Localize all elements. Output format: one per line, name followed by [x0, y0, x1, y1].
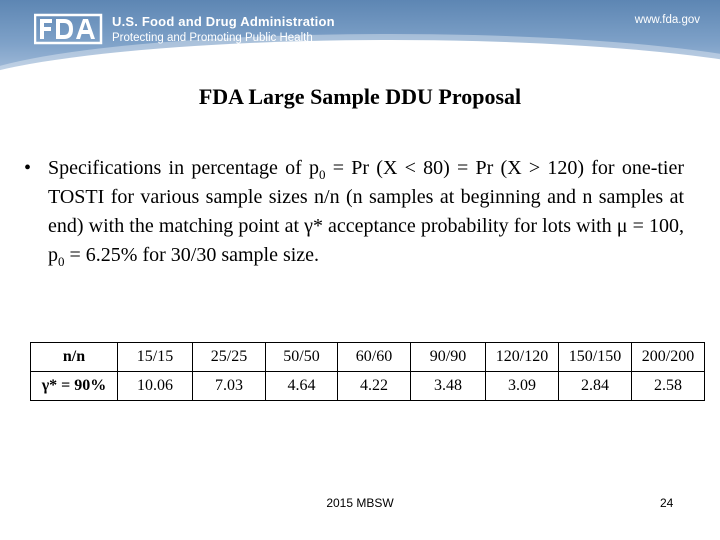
- table-column-header: 15/15: [118, 343, 193, 372]
- table-column-header: 25/25: [193, 343, 266, 372]
- fda-logo-icon: [34, 13, 104, 47]
- table-column-header: 60/60: [338, 343, 411, 372]
- table-cell: 3.48: [411, 372, 486, 401]
- table-cell: 4.22: [338, 372, 411, 401]
- bullet-text-part: = Pr (X < 80) = Pr (X > 120) for one-tier TOSTI for various sample sizes n/n (n samples at beginning and n samples at end) with the matching point at γ* acceptance probability for lots with μ = 100, p: [48, 157, 685, 266]
- table-row: [31, 372, 705, 401]
- bullet-text-part: Specifications in percentage of p: [48, 157, 320, 179]
- header-banner: [0, 0, 720, 78]
- subscript-zero: 0: [319, 167, 326, 182]
- table-column-header: 50/50: [266, 343, 338, 372]
- agency-tagline: Protecting and Promoting Public Health: [112, 32, 313, 44]
- table-column-header: 200/200: [632, 343, 705, 372]
- table-header-label: n/n: [31, 343, 118, 372]
- table-column-header: 120/120: [486, 343, 559, 372]
- table-cell: 2.84: [559, 372, 632, 401]
- website-link[interactable]: www.fda.gov: [634, 14, 700, 26]
- agency-name: U.S. Food and Drug Administration: [112, 14, 335, 29]
- specification-table: [30, 342, 705, 401]
- table-cell: 4.64: [266, 372, 338, 401]
- footer-text: 2015 MBSW: [326, 496, 394, 510]
- table-column-header: 150/150: [559, 343, 632, 372]
- table-header-row: [31, 343, 705, 372]
- table-cell: 10.06: [118, 372, 193, 401]
- table-cell: 7.03: [193, 372, 266, 401]
- page-number: 24: [660, 496, 674, 510]
- table-cell: 3.09: [486, 372, 559, 401]
- subscript-zero: 0: [58, 254, 65, 269]
- table-cell: 2.58: [632, 372, 705, 401]
- table-column-header: 90/90: [411, 343, 486, 372]
- bullet-marker: •: [24, 157, 32, 179]
- bullet-text: [48, 154, 684, 270]
- bullet-text-part: = 6.25% for 30/30 sample size.: [64, 244, 320, 266]
- slide-title: FDA Large Sample DDU Proposal: [198, 84, 522, 109]
- table-row-label: γ* = 90%: [31, 372, 118, 401]
